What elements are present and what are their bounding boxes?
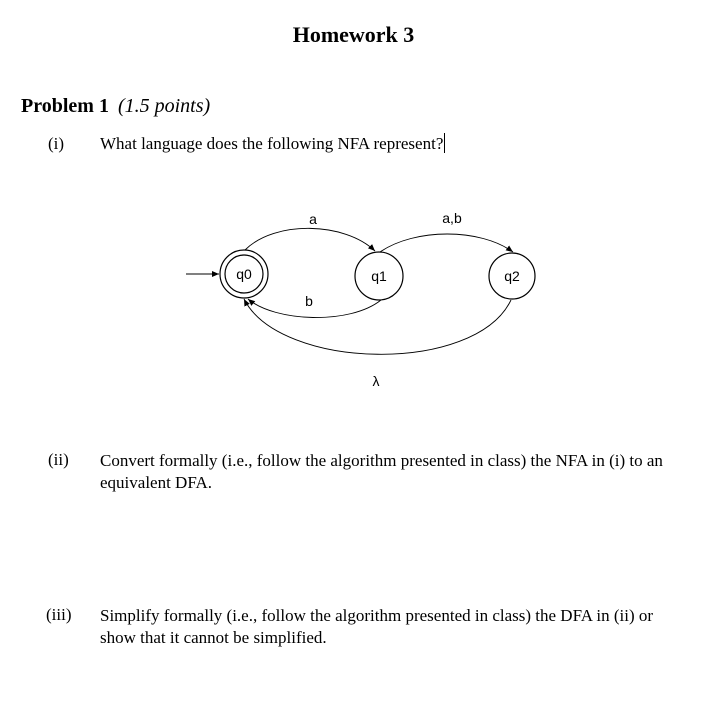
part-ii-line-1: Convert formally (i.e., follow the algorithm presented in class) the NFA in (i) to an bbox=[100, 451, 663, 470]
part-iii-line-1: Simplify formally (i.e., follow the algorithm presented in class) the DFA in (ii) or bbox=[100, 606, 654, 625]
state-q1-label: q1 bbox=[371, 268, 387, 284]
part-iii-question bbox=[100, 605, 653, 649]
transition-q1-q2-label: a,b bbox=[442, 210, 462, 226]
state-q1 bbox=[355, 252, 403, 300]
part-i-number: (i) bbox=[48, 134, 65, 153]
transition-q1-q0-label: b bbox=[305, 293, 313, 309]
transition-q2-q0 bbox=[244, 299, 511, 354]
problem-points: (1.5 points) bbox=[117, 95, 211, 117]
page-title: Homework 3 bbox=[292, 22, 415, 47]
part-ii-line-2: equivalent DFA. bbox=[100, 473, 213, 492]
problem-label: Problem 1 bbox=[21, 95, 109, 117]
part-iii-line-2: show that it cannot be simplified. bbox=[100, 628, 327, 647]
transition-q0-q1 bbox=[245, 228, 375, 251]
part-ii-number: (ii) bbox=[48, 450, 69, 469]
transition-q2-q0-label: λ bbox=[372, 373, 380, 389]
part-iii-number: (iii) bbox=[46, 605, 72, 624]
state-q2-label: q2 bbox=[504, 268, 520, 284]
state-q2 bbox=[489, 253, 535, 299]
part-i-text: What language does the following NFA represent? bbox=[100, 134, 444, 153]
part-ii-question bbox=[100, 450, 663, 494]
state-q0-label: q0 bbox=[236, 266, 252, 282]
state-q0 bbox=[220, 250, 268, 298]
transition-q1-q2 bbox=[380, 234, 513, 252]
transition-q1-q0 bbox=[248, 299, 381, 318]
transition-q0-q1-label: a bbox=[309, 211, 317, 227]
